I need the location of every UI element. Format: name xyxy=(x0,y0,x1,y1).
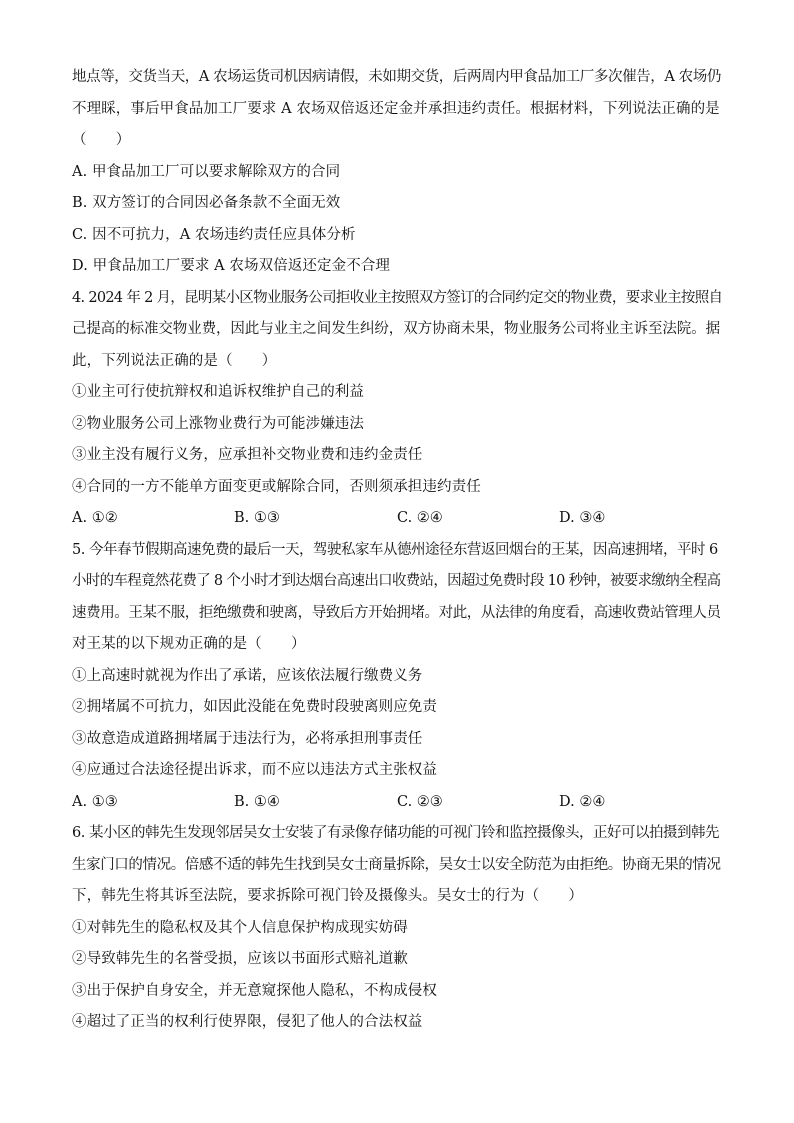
q5-statement-4: ④应通过合法途径提出诉求，而不应以违法方式主张权益 xyxy=(72,762,437,778)
q4-choice-b: B. ①③ xyxy=(234,510,280,526)
q5-choice-d: D. ②④ xyxy=(559,793,606,810)
q3-stem-line-1: 地点等，交货当天，A 农场运货司机因病请假，未如期交货，后两周内甲食品加工厂多次催告，A 农场仍 xyxy=(72,69,721,85)
q4-statement-1: ①业主可行使抗辩权和追诉权维护自己的利益 xyxy=(72,384,364,400)
q3-stem-line-2: 不理睬，事后甲食品加工厂要求 A 农场双倍返还定金并承担违约责任。根据材料，下列说法正确的是 xyxy=(72,100,720,117)
q5-statement-2: ②拥堵属不可抗力，如因此没能在免费时段驶离则应免责 xyxy=(72,699,437,715)
q3-option-a: A. 甲食品加工厂可以要求解除双方的合同 xyxy=(72,163,341,180)
q5-statement-1: ①上高速时就视为作出了承诺，应该依法履行缴费义务 xyxy=(72,667,423,684)
question-4 xyxy=(72,283,722,535)
q6-stem-line-3: 下，韩先生将其诉至法院，要求拆除可视门铃及摄像头。吴女士的行为（ ） xyxy=(72,888,583,904)
q6-statement-2: ②导致韩先生的名誉受损，应该以书面形式赔礼道歉 xyxy=(72,951,408,967)
q4-statement-4: ④合同的一方不能单方面变更或解除合同，否则须承担违约责任 xyxy=(72,478,481,495)
question-6 xyxy=(72,818,722,1039)
q5-choice-b: B. ①④ xyxy=(234,793,280,810)
q5-choices xyxy=(72,787,722,819)
q4-choice-a: A. ①② xyxy=(72,510,118,526)
q4-stem-line-1: 4. 2024 年 2 月，昆明某小区物业服务公司拒收业主按照双方签订的合同约定交的物业费，要求业主按照自 xyxy=(72,289,722,306)
q6-statement-1: ①对韩先生的隐私权及其个人信息保护构成现实妨碍 xyxy=(72,919,408,936)
question-5 xyxy=(72,535,722,819)
q6-stem-line-1: 6. 某小区的韩先生发现邻居吴女士安装了有录像存储功能的可视门铃和监控摄像头，正好可以拍摄到韩先 xyxy=(72,825,719,841)
q5-statement-3: ③故意造成道路拥堵属于违法行为，必将承担刑事责任 xyxy=(72,730,423,747)
q5-choice-c: C. ②③ xyxy=(397,793,443,810)
q4-stem-line-2: 己提高的标准交物业费，因此与业主之间发生纠纷，双方协商未果，物业服务公司将业主诉至法院。据 xyxy=(72,321,720,337)
question-3 xyxy=(72,62,722,283)
q4-stem-line-3: 此，下列说法正确的是（ ） xyxy=(72,352,277,369)
q6-stem-line-2: 生家门口的情况。倍感不适的韩先生找到吴女士商量拆除，吴女士以安全防范为由拒绝。协商无果的情况 xyxy=(72,856,721,873)
q3-option-d: D. 甲食品加工厂要求 A 农场双倍返还定金不合理 xyxy=(72,258,391,274)
q4-choice-c: C. ②④ xyxy=(397,510,443,526)
exam-page xyxy=(72,62,722,1039)
q5-stem-line-2: 小时的车程竟然花费了 8 个小时才到达烟台高速出口收费站，因超过免费时段 10 秒钟，被要求缴纳全程高 xyxy=(72,573,721,589)
q5-choice-a: A. ①③ xyxy=(72,793,118,810)
q4-statement-2: ②物业服务公司上涨物业费行为可能涉嫌违法 xyxy=(72,415,364,432)
q3-option-c: C. 因不可抗力，A 农场违约责任应具体分析 xyxy=(72,226,356,243)
q6-statement-4: ④超过了正当的权利行使界限，侵犯了他人的合法权益 xyxy=(72,1014,423,1030)
q5-stem-line-4: 对王某的以下规劝正确的是（ ） xyxy=(72,636,306,652)
q4-choices xyxy=(72,503,722,535)
q6-statement-3: ③出于保护自身安全，并无意窥探他人隐私，不构成侵权 xyxy=(72,982,437,999)
q4-statement-3: ③业主没有履行义务，应承担补交物业费和违约金责任 xyxy=(72,447,423,463)
q3-stem-line-3: （ ） xyxy=(72,132,131,148)
q3-option-b: B. 双方签订的合同因必备条款不全面无效 xyxy=(72,195,341,211)
q5-stem-line-1: 5. 今年春节假期高速免费的最后一天，驾驶私家车从德州途径东营返回烟台的王某，因高速拥堵，平时 6 xyxy=(72,541,718,558)
q4-choice-d: D. ③④ xyxy=(559,510,606,526)
q5-stem-line-3: 速费用。王某不服，拒绝缴费和驶离，导致后方开始拥堵。对此，从法律的角度看，高速收费站管理人员 xyxy=(72,604,721,621)
